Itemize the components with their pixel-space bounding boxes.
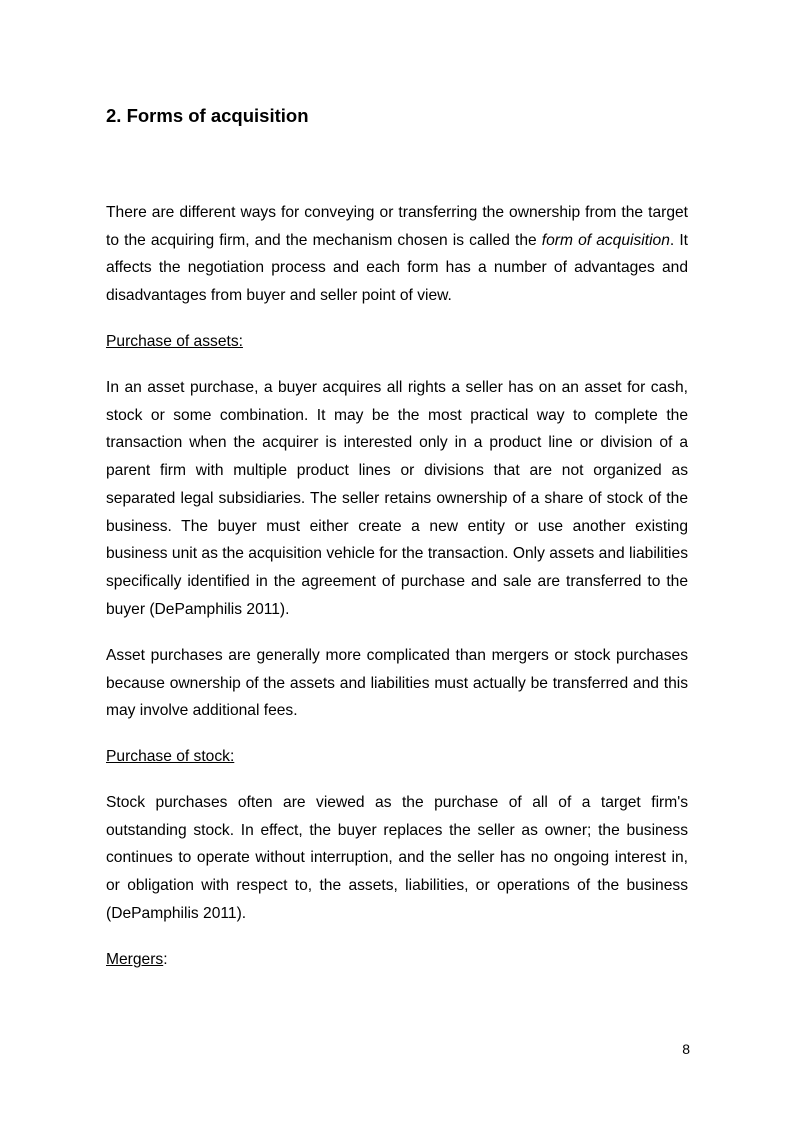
intro-paragraph — [106, 199, 688, 310]
subheading-mergers — [106, 950, 168, 970]
subheading-purchase-of-assets-text: Purchase of assets: — [106, 333, 243, 350]
intro-text-start: There are different ways for conveying or transferring the ownership from the target to the acquiring firm, and the mechanism chosen is called the — [106, 204, 688, 249]
stock-paragraph-1: Stock purchases often are viewed as the purchase of all of a target firm's outstanding stock. In effect, the buyer replaces the seller as owner; the business continues to operate without interruption, and the seller has no ongoing interest in, or obligation with respect to, the assets, liabilities, or operations of the business (DePamphilis 2011). — [106, 794, 688, 922]
subheading-mergers-colon: : — [163, 951, 168, 968]
intro-emphasis: form of acquisition — [541, 231, 670, 249]
assets-paragraph-1: In an asset purchase, a buyer acquires all rights a seller has on an asset for cash, stock or some combination. It may be the most practical way to complete the transaction when the acquirer is interested only in a product line or division of a parent firm with multiple product lines or divisions that are not organized as separated legal subsidiaries. The seller retains ownership of a share of stock of the business. The buyer must either create a new entity or use another existing business unit as the acquisition vehicle for the transaction. Only assets and liabilities specifically identified in the agreement of purchase and sale are transferred to the buyer (DePamphilis 2011). — [106, 379, 688, 618]
subheading-purchase-of-stock — [106, 747, 234, 767]
subheading-purchase-of-assets — [106, 332, 243, 352]
subheading-purchase-of-stock-text: Purchase of stock: — [106, 748, 235, 765]
intro-text-end: . It affects the negotiation process and each form has a number of advantages and disadvantages from buyer and seller point of view. — [106, 231, 688, 305]
assets-paragraph-2: Asset purchases are generally more complicated than mergers or stock purchases because ownership of the assets and liabilities must actually be transferred and this may involve additional fees. — [106, 647, 688, 720]
subheading-mergers-text: Mergers — [106, 951, 164, 968]
page-number: 8 — [682, 1041, 690, 1057]
section-heading: 2. Forms of acquisition — [106, 105, 309, 126]
